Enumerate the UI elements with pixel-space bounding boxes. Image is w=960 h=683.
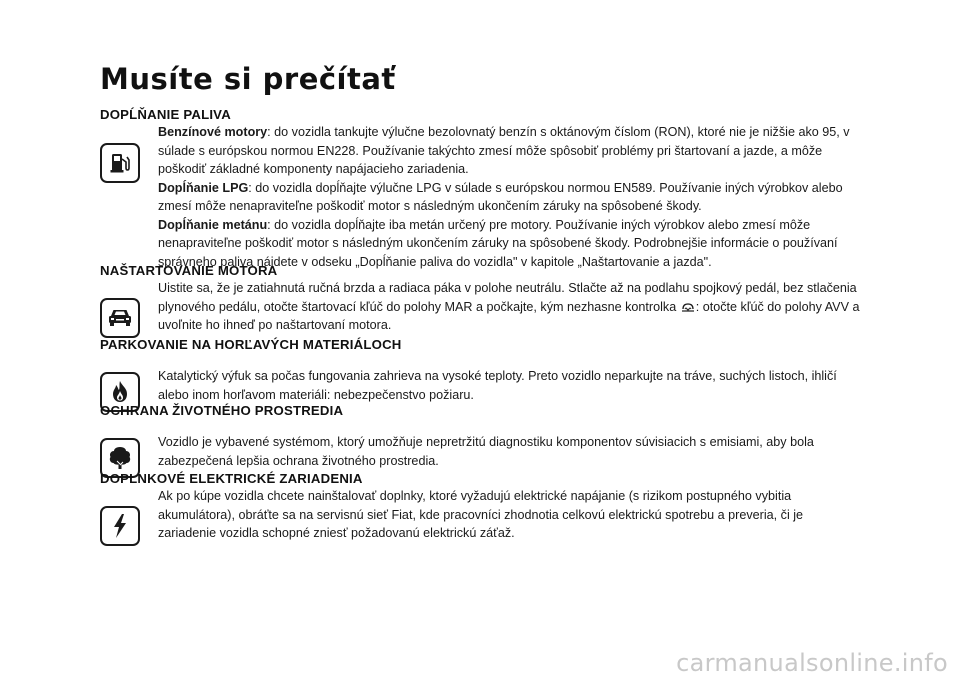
watermark: carmanualsonline.info — [676, 649, 948, 677]
paragraph-environment: Vozidlo je vybavené systémom, ktorý umožňuje nepretržitú diagnostiku komponentov súvisiacich s emisiami, aby bola zabezpečená lepšia ochrana životného prostredia. — [158, 435, 814, 468]
section-heading: PARKOVANIE NA HORĽAVÝCH MATERIÁLOCH — [100, 337, 402, 352]
text-methane: : do vozidla dopĺňajte iba metán určený pre motory. Používanie iných výrobkov alebo zmesí môže nenapraviteľne poškodiť motor s následným ukončením záruky na spôsobené škody. Podrobnejšie informácie o používaní správneho paliva nájdete v odseku „Dopĺňanie paliva do vozidla" v kapitole „Naštartovanie a jazda". — [158, 217, 838, 269]
section-environment — [100, 402, 860, 470]
paragraph-lpg — [158, 179, 860, 216]
section-heading: NAŠTARTOVANIE MOTORA — [100, 263, 278, 278]
label-methane: Dopĺňanie metánu — [158, 217, 268, 232]
section-engine-start — [100, 262, 860, 335]
label-lpg: Dopĺňanie LPG — [158, 180, 249, 195]
section-heading: OCHRANA ŽIVOTNÉHO PROSTREDIA — [100, 403, 344, 418]
section-fuel — [100, 106, 860, 271]
section-heading: DOPLNKOVÉ ELEKTRICKÉ ZARIADENIA — [100, 471, 363, 486]
text-start-before: Uistite sa, že je zatiahnutá ručná brzda a radiaca páka v polohe neutrálu. Stlačte až na podlahu spojkový pedál, bez stlačenia plynového pedálu, otočte štartovací kľúč do polohy MAR a počkajte, kým nezhasne kontrolka — [158, 281, 857, 314]
paragraph-petrol — [158, 123, 860, 179]
page-title: Musíte si prečítať — [100, 62, 396, 96]
car-icon — [100, 298, 140, 338]
paragraph-start — [158, 279, 860, 335]
section-electric — [100, 470, 860, 543]
text-start-after: : otočte kľúč do polohy AVV a uvoľnite ho ihneď po naštartovaní motora. — [158, 299, 860, 332]
text-petrol: : do vozidla tankujte výlučne bezolovnatý benzín s oktánovým číslom (RON), ktoré nie je nižšie ako 95, v súlade s európskou normou EN228. Používanie takýchto zmesí môže spôsobiť problémy pri štartovaní a jazde, a môže poškodiť základné komponenty napájacieho zariadenia. — [158, 125, 850, 176]
text-lpg: : do vozidla dopĺňajte výlučne LPG v súlade s európskou normou EN589. Používanie iných výrobkov alebo zmesí môže nenapraviteľne poškodiť motor s následným ukončením záruky na spôsobené škody. — [158, 180, 843, 213]
lightning-icon — [100, 506, 140, 546]
label-petrol: Benzínové motory — [158, 125, 268, 139]
paragraph-parking: Katalytický výfuk sa počas fungovania zahrieva na vysoké teploty. Preto vozidlo neparkujte na tráve, suchých listoch, ihličí alebo inom horľavom materiáli: nebezpečenstvo požiaru. — [158, 369, 837, 402]
paragraph-electric: Ak po kúpe vozidla chcete nainštalovať doplnky, ktoré vyžadujú elektrické napájanie (s rizikom postupného vybitia akumulátora), obráťte sa na servisnú sieť Fiat, kde pracovníci zhodnotia celkovú elektrickú spotrebu a preveria, či je zariadenie vozidla schopné zniesť požadovanú elektrickú záťaž. — [158, 489, 804, 540]
glow-plug-icon — [681, 300, 695, 312]
section-parking — [100, 336, 860, 404]
fuel-pump-icon — [100, 143, 140, 183]
section-heading: DOPĹŇANIE PALIVA — [100, 107, 231, 122]
